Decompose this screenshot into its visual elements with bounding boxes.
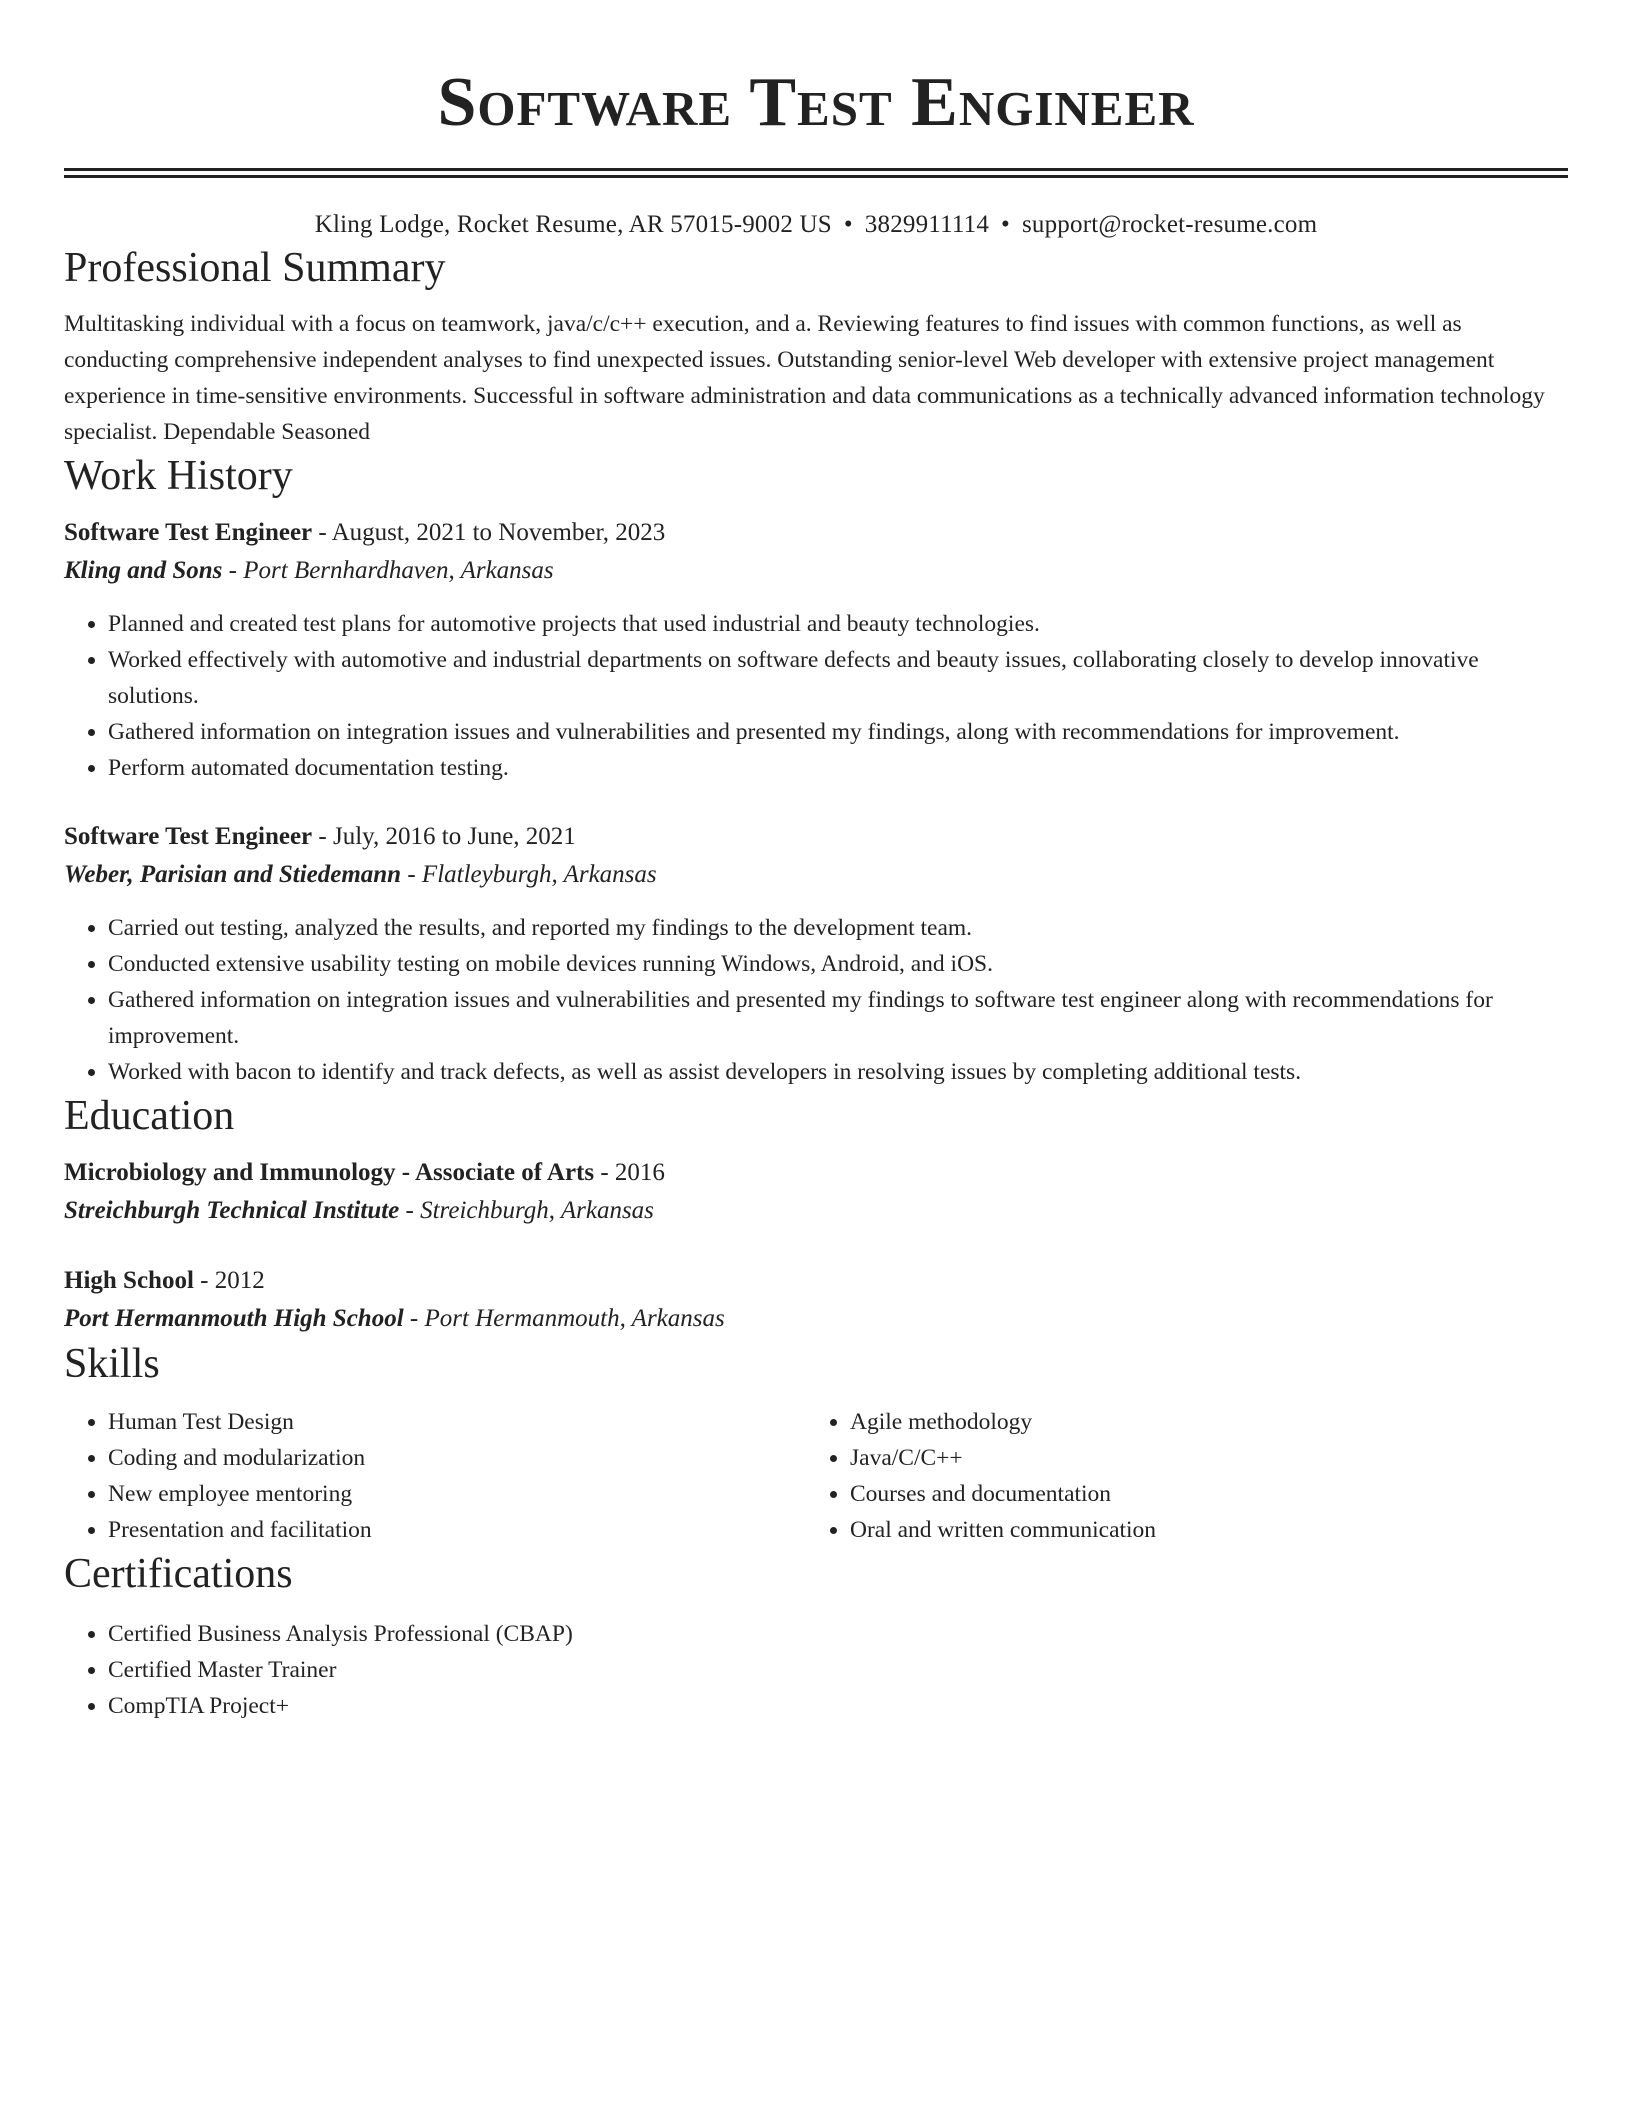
list-item: • Planned and created test plans for automotive projects that used industrial and beauty technologies.: [108, 606, 1568, 642]
skill-item: • Coding and modularization: [108, 1440, 806, 1476]
degree-year: - 2012: [193, 1267, 265, 1294]
job-entry: [64, 514, 1568, 786]
list-item: • Gathered information on integration issues and vulnerabilities and presented my findings to software test engineer along with recommendations for improvement.: [108, 982, 1568, 1054]
job-title-line: [64, 818, 1568, 856]
education-entry: [64, 1262, 1568, 1338]
contact-email: support@rocket-resume.com: [1021, 211, 1318, 238]
list-item: • Conducted extensive usability testing on mobile devices running Windows, Android, and iOS.: [108, 946, 1568, 982]
contact-separator: •: [843, 211, 853, 238]
job-location: - Port Bernhardhaven, Arkansas: [222, 557, 554, 584]
summary-text: Multitasking individual with a focus on teamwork, java/c/c++ execution, and a. Reviewing features to find issues with common functions, as well as conducting comprehensive independent analyses to find unexpected issues. Outstanding senior-level Web developer with extensive project management experience in time-sensitive environments. Successful in software administration and data communications as a technically advanced information technology specialist. Dependable Seasoned: [64, 311, 1545, 445]
degree-name: High School: [64, 1267, 194, 1294]
certification-item: • CompTIA Project+: [108, 1688, 1568, 1724]
job-title-line: [64, 514, 1568, 552]
page-title: Software Test Engineer: [437, 64, 1195, 141]
school-location: - Streichburgh, Arkansas: [399, 1197, 654, 1224]
degree-line: [64, 1262, 1568, 1300]
job-location: - Flatleyburgh, Arkansas: [401, 861, 657, 888]
job-company-line: [64, 552, 1568, 590]
certification-item: • Certified Business Analysis Professional (CBAP): [108, 1616, 1568, 1652]
list-item: • Worked with bacon to identify and track defects, as well as assist developers in resolving issues by completing additional tests.: [108, 1054, 1568, 1090]
skill-item: • New employee mentoring: [108, 1476, 806, 1512]
contact-separator: •: [1001, 211, 1010, 238]
section-heading-skills: Skills: [64, 1341, 160, 1387]
section-heading-summary: Professional Summary: [64, 245, 446, 291]
contact-address: Kling Lodge, Rocket Resume, AR 57015-9002 US: [314, 211, 832, 238]
job-title: Software Test Engineer: [64, 823, 313, 850]
list-item: • Worked effectively with automotive and industrial departments on software defects and beauty issues, collaborating closely to develop innovative solutions.: [108, 642, 1568, 714]
skill-item: • Agile methodology: [850, 1404, 1548, 1440]
job-dates: - July, 2016 to June, 2021: [312, 823, 576, 850]
job-bullets: [64, 910, 1568, 1090]
skill-item: • Presentation and facilitation: [108, 1512, 806, 1548]
job-company: Kling and Sons: [64, 557, 223, 584]
skill-item: • Human Test Design: [108, 1404, 806, 1440]
skills-list-right: [806, 1404, 1548, 1548]
contact-phone: 3829911114: [864, 211, 990, 238]
degree-line: [64, 1154, 1568, 1192]
certifications-list: [64, 1616, 1568, 1724]
section-heading-education: Education: [64, 1093, 235, 1139]
skills-list-left: [64, 1404, 806, 1548]
school-line: [64, 1192, 1568, 1230]
school-location: - Port Hermanmouth, Arkansas: [403, 1305, 725, 1332]
job-dates: - August, 2021 to November, 2023: [312, 519, 666, 546]
title-divider: [64, 168, 1568, 178]
list-item: • Carried out testing, analyzed the results, and reported my findings to the development team.: [108, 910, 1568, 946]
job-bullets: [64, 606, 1568, 786]
skill-item: • Courses and documentation: [850, 1476, 1548, 1512]
school-name: Port Hermanmouth High School: [64, 1305, 404, 1332]
list-item: • Perform automated documentation testing.: [108, 750, 1568, 786]
list-item: • Gathered information on integration issues and vulnerabilities and presented my findings, along with recommendations for improvement.: [108, 714, 1568, 750]
job-company-line: [64, 856, 1568, 894]
skill-item: • Java/C/C++: [850, 1440, 1548, 1476]
degree-year: - 2016: [594, 1159, 665, 1186]
section-heading-certifications: Certifications: [64, 1551, 293, 1597]
degree-name: Microbiology and Immunology - Associate of Arts: [64, 1159, 595, 1186]
education-entry: [64, 1154, 1568, 1230]
school-name: Streichburgh Technical Institute: [64, 1197, 400, 1224]
certification-item: • Certified Master Trainer: [108, 1652, 1568, 1688]
job-title: Software Test Engineer: [64, 519, 313, 546]
contact-info: [64, 208, 1568, 242]
section-heading-work-history: Work History: [64, 453, 293, 499]
school-line: [64, 1300, 1568, 1338]
skill-item: • Oral and written communication: [850, 1512, 1548, 1548]
job-company: Weber, Parisian and Stiedemann: [64, 861, 402, 888]
skills-grid: [64, 1404, 1568, 1548]
job-entry: [64, 818, 1568, 1090]
